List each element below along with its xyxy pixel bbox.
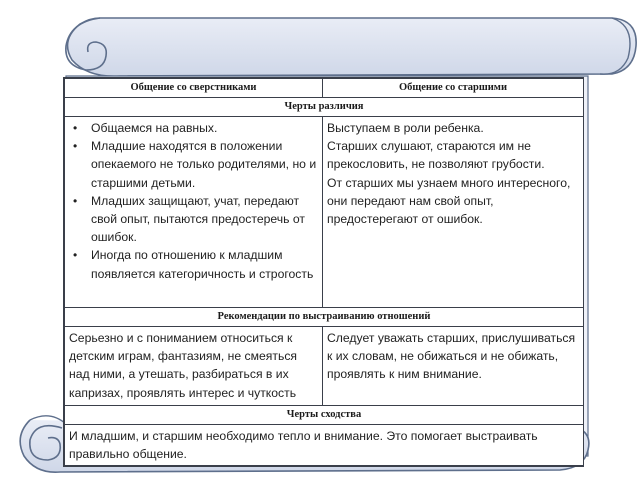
differences-row <box>65 117 584 308</box>
comparison-table-sheet <box>63 77 584 467</box>
peers-recommendation-cell: Серьезно и с пониманием относиться к детским играм, фантазиям, не смеяться над ними, а утешать, разбираться в их капризах, проявлять интерес и чуткость <box>65 327 323 406</box>
list-item: • Младших защищают, учат, передают свой опыт, пытаются предостеречь от ошибок. <box>91 192 318 247</box>
text-line: Старших слушают, стараются им не прекословить, не позволяют грубости. <box>327 139 545 172</box>
similarities-row <box>65 425 584 466</box>
text-line: От старших мы узнаем много интересного, они передают нам свой опыт, предостерегают от ошибок. <box>327 175 571 227</box>
differences-title-row <box>65 98 584 117</box>
similarities-title: Черты сходства <box>65 406 584 425</box>
list-item: • Иногда по отношению к младшим появляется категоричность и строгость <box>91 246 318 282</box>
comparison-table <box>64 78 584 466</box>
elders-column-header: Общение со старшими <box>323 79 584 98</box>
elders-recommendation-cell: Следует уважать старших, прислушиваться к их словам, не обижаться и не обижать, проявлять к ним внимание. <box>323 327 584 406</box>
recommendations-title-row <box>65 308 584 327</box>
header-row <box>65 79 584 98</box>
list-item: • Младшие находятся в положении опекаемого не только родителями, но и старшими детьми. <box>91 137 318 192</box>
elders-differences-cell <box>323 117 584 308</box>
peers-differences-list <box>69 119 318 283</box>
differences-title: Черты различия <box>65 98 584 117</box>
recommendations-title: Рекомендации по выстраиванию отношений <box>65 308 584 327</box>
list-item: • Общаемся на равных. <box>91 119 318 137</box>
similarities-title-row <box>65 406 584 425</box>
peers-column-header: Общение со сверстниками <box>65 79 323 98</box>
text-line: Выступаем в роли ребенка. <box>327 121 484 135</box>
recommendations-row <box>65 327 584 406</box>
similarities-cell: И младшим, и старшим необходимо тепло и внимание. Это помогает выстраивать правильно общение. <box>65 425 584 466</box>
scroll-top-roll <box>68 18 637 76</box>
peers-differences-cell <box>65 117 323 308</box>
